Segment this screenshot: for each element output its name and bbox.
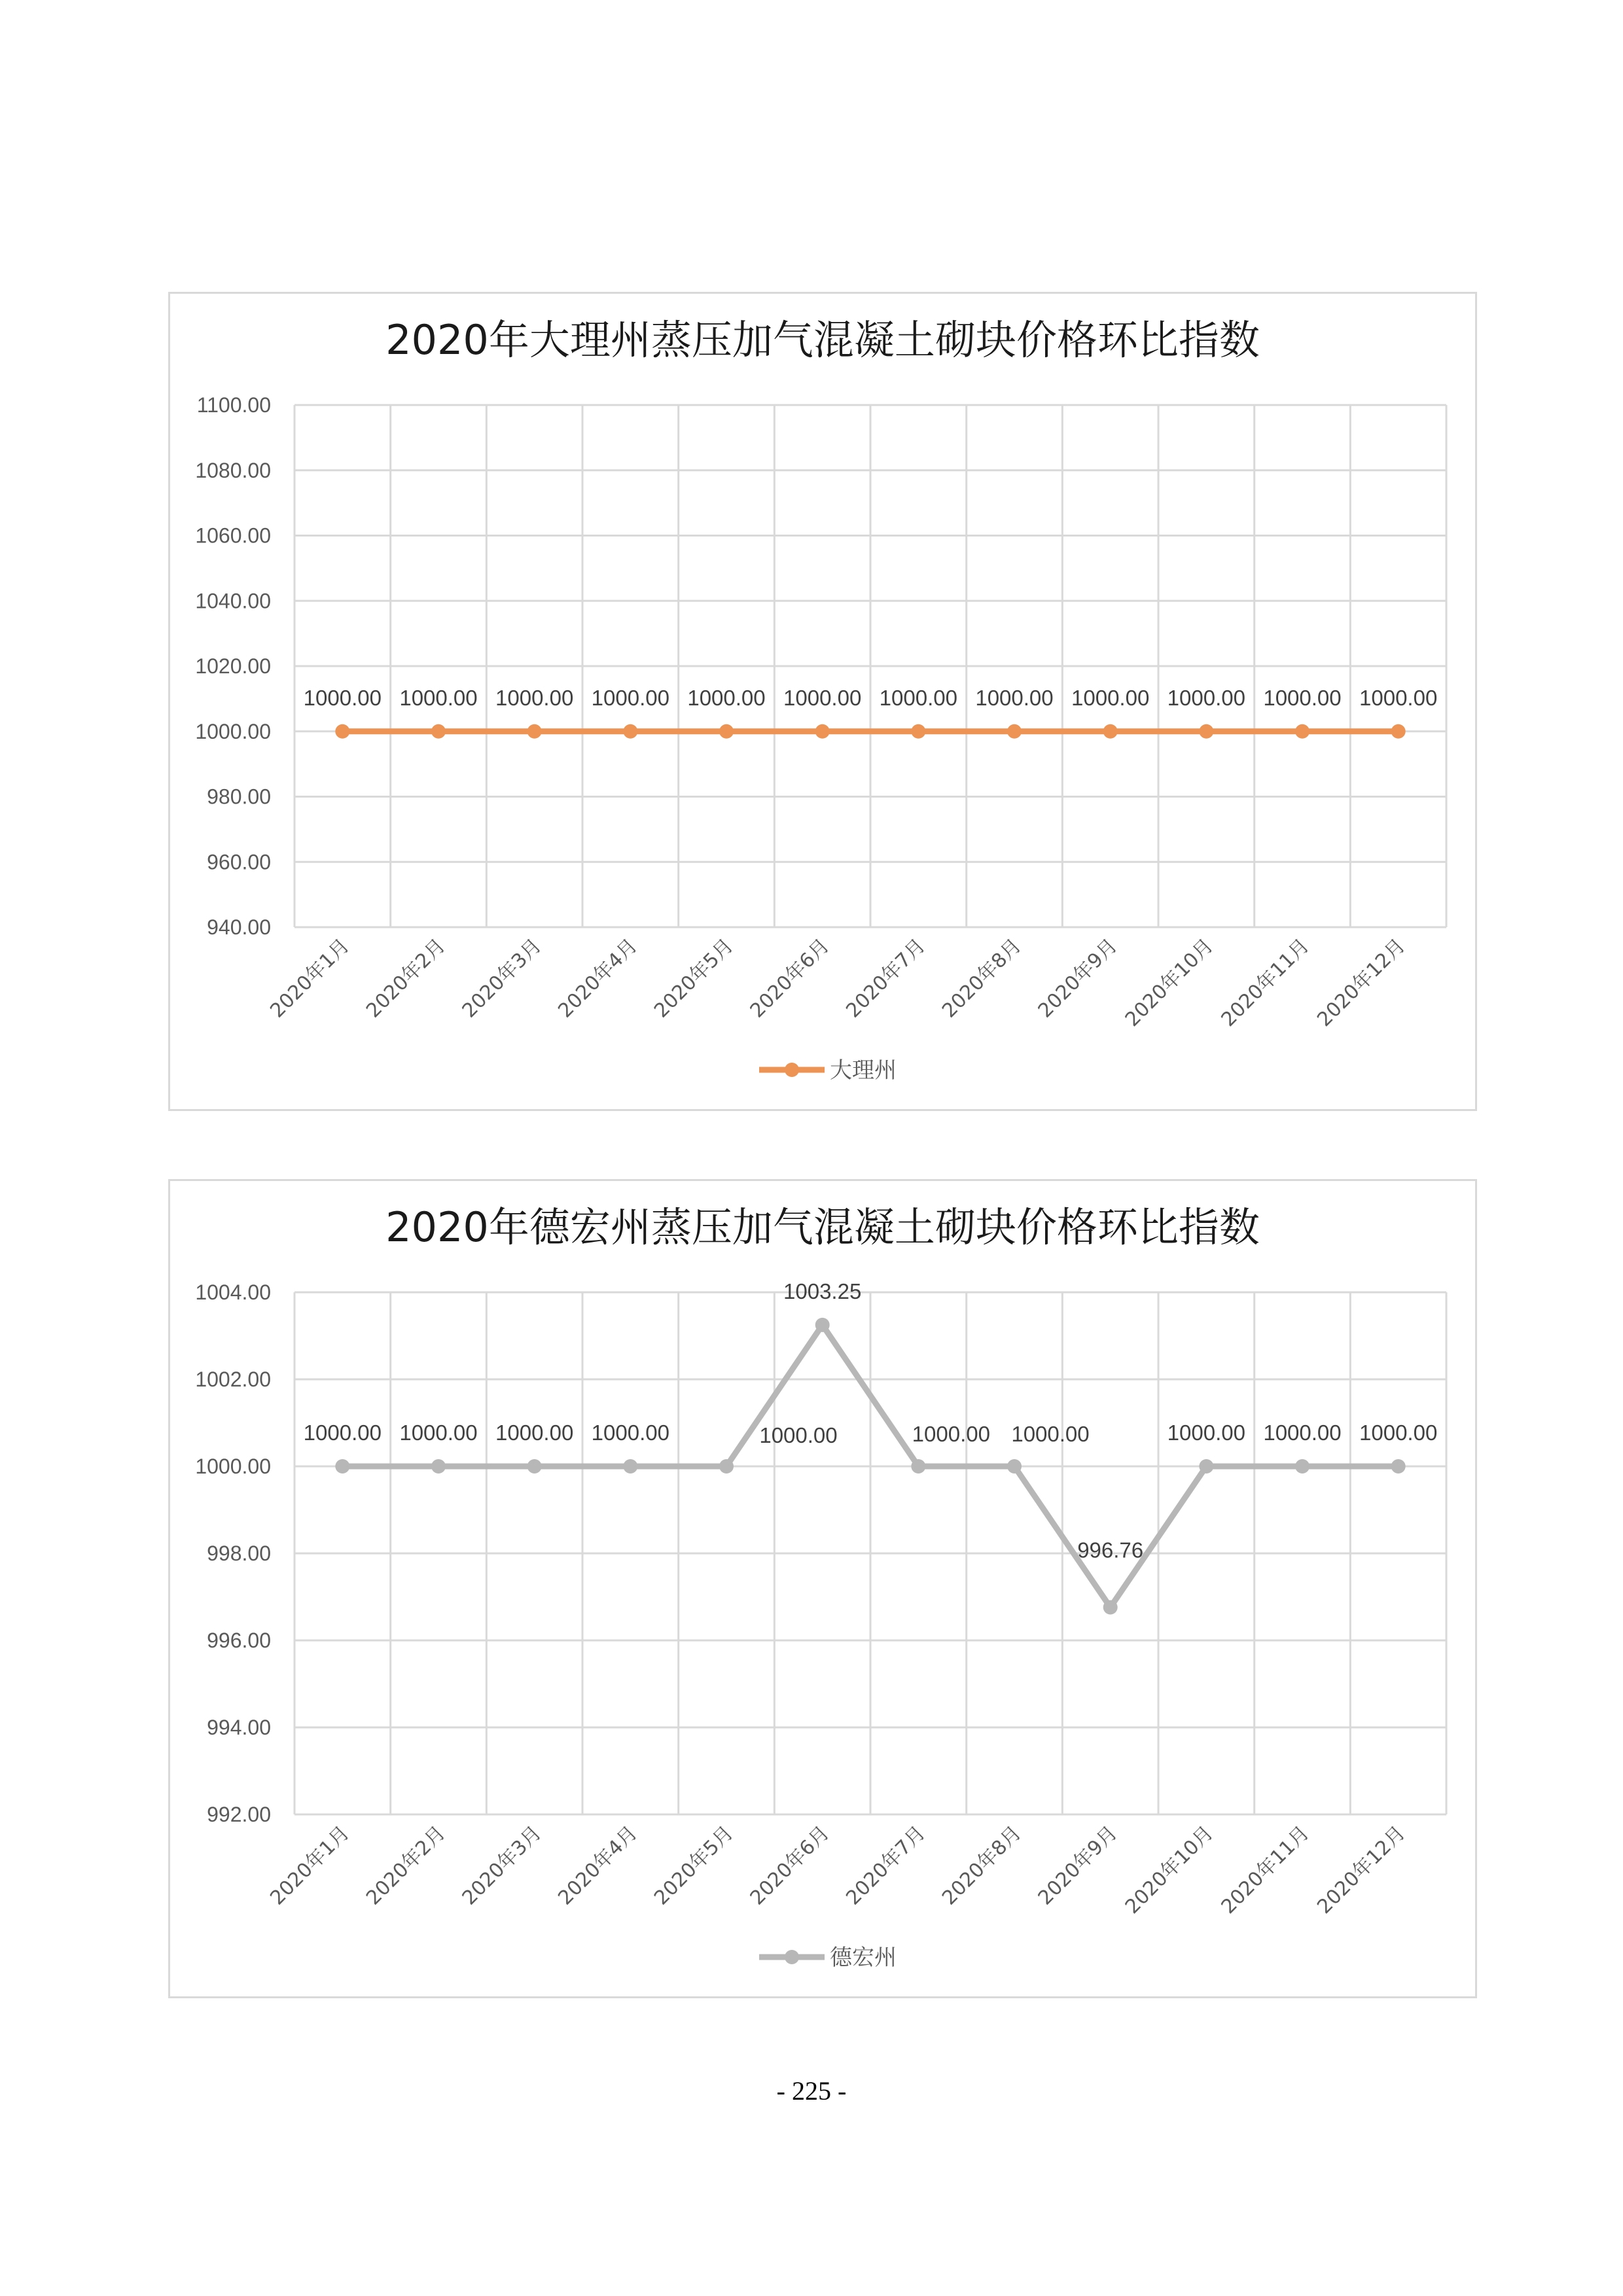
- data-point: [527, 1459, 542, 1474]
- x-tick-label: 2020年4月: [554, 1821, 642, 1910]
- data-point: [1103, 1600, 1118, 1614]
- x-tick-label: 2020年8月: [937, 934, 1026, 1023]
- chart-title: 2020年德宏州蒸压加气混凝土砌块价格环比指数: [385, 1203, 1260, 1251]
- x-tick-label: 2020年12月: [1313, 934, 1410, 1032]
- data-point: [623, 1459, 637, 1474]
- x-tick-label: 2020年5月: [649, 1821, 738, 1910]
- chart-dali: [168, 292, 1477, 1111]
- data-point: [815, 724, 830, 739]
- data-point: [431, 724, 446, 739]
- y-tick-label: 1080.00: [195, 458, 271, 482]
- data-label: 1000.00: [591, 685, 669, 710]
- chart-dali-svg: [170, 294, 1475, 1109]
- data-label: 1000.00: [879, 685, 957, 710]
- data-label: 1000.00: [303, 1421, 382, 1445]
- x-tick-label: 2020年12月: [1313, 1821, 1410, 1919]
- data-label: 996.76: [1077, 1538, 1144, 1563]
- x-tick-label: 2020年2月: [361, 934, 450, 1023]
- data-label: 1000.00: [591, 1421, 669, 1445]
- x-tick-label: 2020年6月: [745, 1821, 834, 1910]
- legend-marker: [785, 1063, 799, 1077]
- data-label: 1000.00: [1167, 1421, 1245, 1445]
- data-label: 1000.00: [783, 685, 862, 710]
- x-tick-label: 2020年9月: [1033, 1821, 1122, 1910]
- data-point: [911, 1459, 925, 1474]
- data-point: [1007, 1459, 1022, 1474]
- x-tick-label: 2020年10月: [1120, 1821, 1218, 1919]
- y-tick-label: 996.00: [207, 1629, 271, 1652]
- y-tick-label: 1000.00: [195, 719, 271, 743]
- y-tick-label: 1004.00: [195, 1280, 271, 1304]
- x-tick-label: 2020年7月: [842, 934, 930, 1023]
- chart-dehong: [168, 1179, 1477, 1998]
- data-label: 1000.00: [1071, 685, 1150, 710]
- data-point: [527, 724, 542, 739]
- data-label: 1000.00: [687, 685, 766, 710]
- chart-title: 2020年大理州蒸压加气混凝土砌块价格环比指数: [385, 316, 1260, 364]
- data-point: [1199, 1459, 1213, 1474]
- data-label: 1000.00: [1263, 1421, 1342, 1445]
- data-label: 1000.00: [495, 1421, 574, 1445]
- data-label: 1000.00: [1359, 685, 1438, 710]
- data-point: [1199, 724, 1213, 739]
- y-tick-label: 960.00: [207, 850, 271, 874]
- y-tick-label: 994.00: [207, 1716, 271, 1739]
- x-tick-label: 2020年3月: [457, 934, 546, 1023]
- data-point: [431, 1459, 446, 1474]
- x-tick-label: 2020年4月: [554, 934, 642, 1023]
- data-label: 1003.25: [783, 1279, 862, 1303]
- data-label: 1000.00: [1263, 685, 1342, 710]
- chart-dehong-svg: [170, 1181, 1475, 1996]
- y-tick-label: 1002.00: [195, 1368, 271, 1391]
- page-number: - 225 -: [776, 2076, 847, 2106]
- data-point: [815, 1318, 830, 1332]
- legend-marker: [785, 1950, 799, 1964]
- data-label: 1000.00: [1011, 1422, 1090, 1446]
- data-label: 1000.00: [975, 685, 1054, 710]
- data-label: 1000.00: [399, 1421, 478, 1445]
- x-tick-label: 2020年11月: [1217, 934, 1314, 1032]
- y-tick-label: 998.00: [207, 1542, 271, 1565]
- data-label: 1000.00: [912, 1422, 990, 1446]
- x-tick-label: 2020年3月: [457, 1821, 546, 1910]
- data-label: 1000.00: [495, 685, 574, 710]
- x-tick-label: 2020年5月: [649, 934, 738, 1023]
- y-tick-label: 980.00: [207, 785, 271, 809]
- y-tick-label: 1020.00: [195, 654, 271, 678]
- data-label: 1000.00: [399, 685, 478, 710]
- x-tick-label: 2020年8月: [937, 1821, 1026, 1910]
- y-tick-label: 992.00: [207, 1803, 271, 1826]
- x-tick-label: 2020年6月: [745, 934, 834, 1023]
- data-label: 1000.00: [1359, 1421, 1438, 1445]
- x-tick-label: 2020年1月: [266, 934, 354, 1023]
- data-point: [1391, 724, 1406, 739]
- data-point: [335, 1459, 349, 1474]
- x-tick-label: 2020年7月: [842, 1821, 930, 1910]
- data-point: [1295, 724, 1310, 739]
- data-point: [719, 1459, 734, 1474]
- legend-label: 大理州: [830, 1057, 897, 1084]
- data-point: [1007, 724, 1022, 739]
- data-label: 1000.00: [303, 685, 382, 710]
- y-tick-label: 940.00: [207, 915, 271, 939]
- data-point: [911, 724, 925, 739]
- x-tick-label: 2020年9月: [1033, 934, 1122, 1023]
- data-point: [1391, 1459, 1406, 1474]
- y-tick-label: 1060.00: [195, 523, 271, 548]
- y-tick-label: 1100.00: [196, 393, 271, 417]
- data-point: [1103, 724, 1118, 739]
- x-tick-label: 2020年2月: [361, 1821, 450, 1910]
- x-tick-label: 2020年10月: [1120, 934, 1218, 1032]
- y-tick-label: 1040.00: [195, 589, 271, 613]
- data-point: [335, 724, 349, 739]
- x-tick-label: 2020年11月: [1217, 1821, 1314, 1919]
- x-tick-label: 2020年1月: [266, 1821, 354, 1910]
- data-label: 1000.00: [759, 1423, 838, 1447]
- data-point: [1295, 1459, 1310, 1474]
- data-point: [719, 724, 734, 739]
- legend-label: 德宏州: [830, 1945, 897, 1971]
- data-point: [623, 724, 637, 739]
- data-label: 1000.00: [1167, 685, 1245, 710]
- y-tick-label: 1000.00: [195, 1455, 271, 1478]
